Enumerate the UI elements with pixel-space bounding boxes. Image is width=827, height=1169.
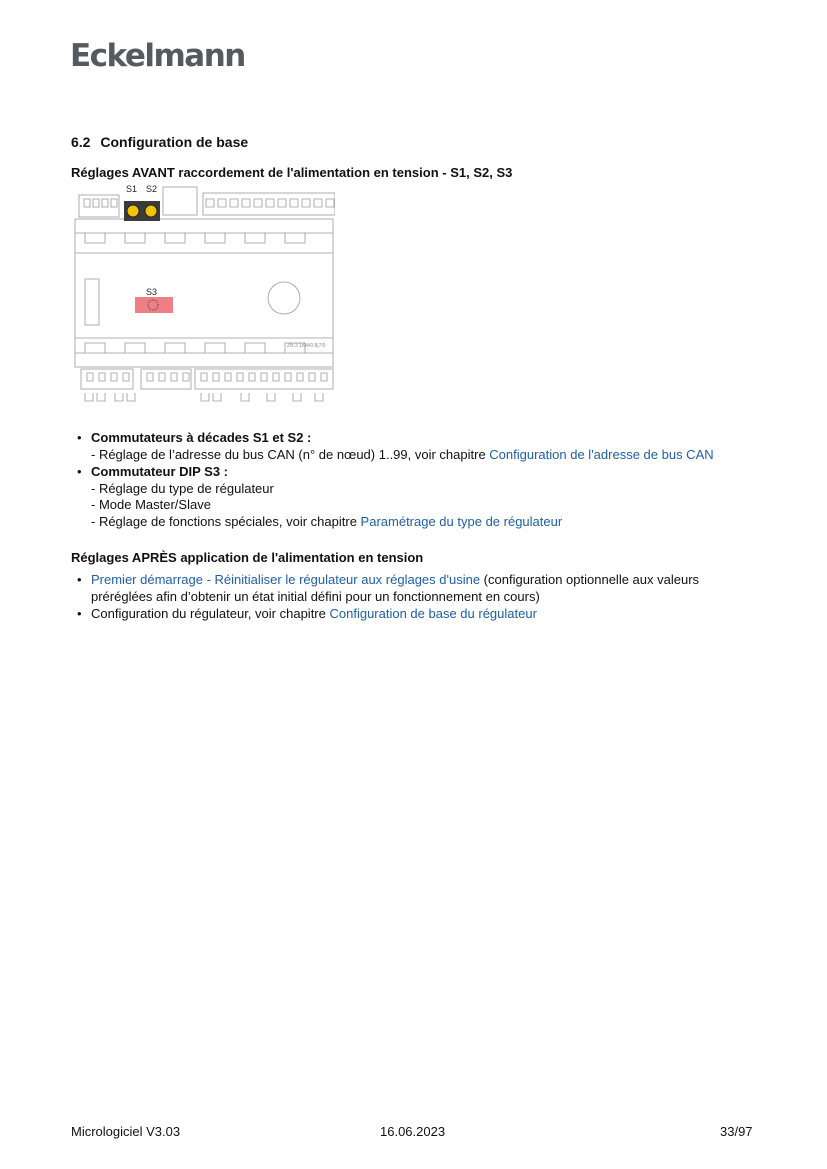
item-line: - Réglage de fonctions spéciales, voir chapitre Paramétrage du type de régulateur (91, 513, 563, 529)
link-controller-type[interactable]: Paramétrage du type de régulateur (360, 513, 563, 529)
section-heading (71, 134, 248, 150)
link-first-start-factory-reset[interactable]: Premier démarrage - Réinitialiser le régulateur aux réglages d'usine (91, 572, 481, 587)
item-line: - Réglage du type de régulateur (91, 480, 274, 496)
item-line: - Réglage de l’adresse du bus CAN (n° de nœud) 1..99, voir chapitre Configuration de l'adresse de bus CAN (91, 446, 714, 462)
item-title: • Commutateurs à décades S1 et S2 : (91, 430, 312, 445)
s3-label: S3 (146, 287, 158, 297)
list-item-s3 (71, 464, 761, 530)
s3-highlight (135, 297, 173, 313)
section-number: 6.2 (71, 134, 91, 150)
s2-label: S2 (146, 184, 158, 194)
before-power-list (71, 430, 761, 531)
section-title: Configuration de base (100, 134, 249, 150)
list-item-controller-config: • Configuration du régulateur, voir chapitre Configuration de base du régulateur (71, 606, 761, 623)
pcb-marking: ZN:3 1/04/0 8|7/0 (287, 343, 326, 349)
item-title: • Commutateur DIP S3 : (91, 464, 229, 479)
list-item-first-start: • Premier démarrage - Réinitialiser le régulateur aux réglages d'usine (configuration optionnelle aux valeurs préréglées afin d’obtenir un état initial défini pour un fonctionnement en cours) (71, 572, 761, 605)
footer-date: 16.06.2023 (380, 1124, 446, 1139)
list-item-s1-s2 (71, 430, 761, 463)
link-can-bus-address[interactable]: Configuration de l'adresse de bus CAN (489, 446, 714, 462)
controller-device-figure (71, 183, 335, 405)
after-power-heading: Réglages APRÈS application de l'alimentation en tension (71, 550, 424, 565)
s2-rotary-switch (145, 205, 157, 217)
footer-firmware: Micrologiciel V3.03 (71, 1124, 181, 1139)
link-controller-base-config[interactable]: Configuration de base du régulateur (329, 606, 537, 621)
before-power-heading: Réglages AVANT raccordement de l'alimentation en tension - S1, S2, S3 (71, 165, 513, 180)
footer-page-number: 33/97 (720, 1124, 753, 1139)
brand-logo: Eckelmann (70, 38, 245, 74)
s1-label: S1 (126, 184, 138, 194)
after-power-list (71, 572, 761, 624)
item-line: - Mode Master/Slave (91, 497, 211, 512)
s1-rotary-switch (127, 205, 139, 217)
